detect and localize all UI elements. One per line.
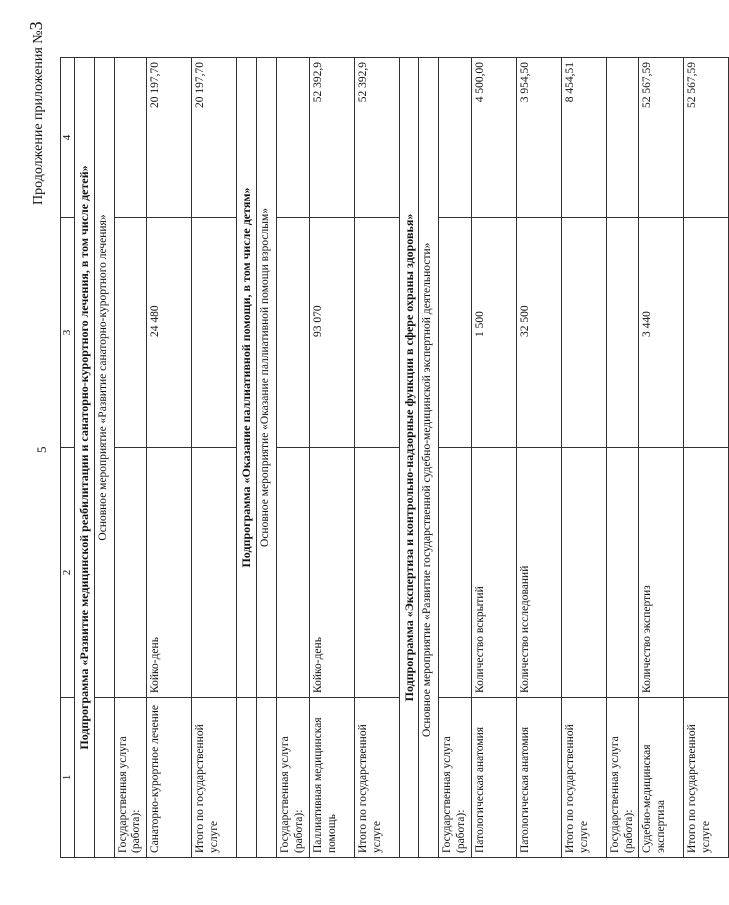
cost-cell: 20 197,70 (147, 58, 192, 218)
subprogram-row (399, 58, 418, 858)
service-label: Государственная услуга (работа): (114, 698, 147, 858)
total-label: Итого по государственной услуге (561, 698, 606, 858)
cost-cell: 52 567,59 (639, 58, 684, 218)
service-label: Государственная услуга (работа): (277, 698, 310, 858)
table-row (639, 58, 684, 858)
total-value: 52 567,59 (684, 58, 729, 218)
unit-cell: Койко-день (147, 448, 192, 698)
service-label-row (606, 58, 639, 858)
service-name: Патологическая анатомия (516, 698, 561, 858)
total-row (192, 58, 237, 858)
subprogram-title: Подпрограмма «Оказание паллиативной помощи, в том числе детям» (237, 58, 257, 698)
event-title: Основное мероприятие «Оказание паллиативной помощи взрослым» (257, 58, 277, 698)
table-row (309, 58, 354, 858)
table-row (471, 58, 516, 858)
service-label-row (439, 58, 472, 858)
volume-cell: 3 440 (639, 218, 684, 448)
subprogram-row (237, 58, 257, 858)
appendix-number: 3 (26, 21, 46, 31)
total-value: 20 197,70 (192, 58, 237, 218)
service-label-row (114, 58, 147, 858)
table-row (516, 58, 561, 858)
service-label-row (277, 58, 310, 858)
column-number: 3 (61, 218, 75, 448)
unit-cell: Койко-день (309, 448, 354, 698)
service-name: Патологическая анатомия (471, 698, 516, 858)
table-row (147, 58, 192, 858)
budget-table (60, 57, 729, 858)
event-row (257, 58, 277, 858)
event-row (94, 58, 114, 858)
unit-cell: Количество исследований (516, 448, 561, 698)
service-label: Государственная услуга (работа): (439, 698, 472, 858)
service-label: Государственная услуга (работа): (606, 698, 639, 858)
event-title: Основное мероприятие «Развитие санаторно-курортного лечения» (94, 58, 114, 698)
service-name: Паллиативная медицинская помощь (309, 698, 354, 858)
volume-cell: 93 070 (309, 218, 354, 448)
total-label: Итого по государственной услуге (684, 698, 729, 858)
cost-cell: 4 500,00 (471, 58, 516, 218)
column-number: 1 (61, 698, 75, 858)
event-title: Основное мероприятие «Развитие государственной судебно-медицинской экспертной деятельности» (419, 58, 439, 858)
total-label: Итого по государственной услуге (192, 698, 237, 858)
unit-cell: Количество вскрытий (471, 448, 516, 698)
subprogram-title: Подпрограмма «Развитие медицинской реабилитации и санаторно-курортного лечения, в том числе детей» (75, 58, 94, 858)
column-number: 4 (61, 58, 75, 218)
cost-cell: 3 954,50 (516, 58, 561, 218)
total-row (561, 58, 606, 858)
subprogram-title: Подпрограмма «Экспертиза и контрольно-надзорные функции в сфере охраны здоровья» (399, 58, 418, 858)
column-number-row (61, 58, 75, 858)
total-row (354, 58, 399, 858)
total-value: 52 392,9 (354, 58, 399, 218)
total-row (684, 58, 729, 858)
cost-cell: 52 392,9 (309, 58, 354, 218)
event-row (419, 58, 439, 858)
subprogram-row (75, 58, 94, 858)
service-name: Судебно-медицинская экспертиза (639, 698, 684, 858)
unit-cell: Количество экспертиз (639, 448, 684, 698)
service-name: Санаторно-курортное лечение (147, 698, 192, 858)
total-value: 8 454,51 (561, 58, 606, 218)
page-number: 5 (34, 446, 49, 453)
volume-cell: 32 500 (516, 218, 561, 448)
column-number: 2 (61, 448, 75, 698)
volume-cell: 24 480 (147, 218, 192, 448)
appendix-caption-text: Продолжение приложения № (31, 30, 46, 205)
appendix-caption (26, 21, 47, 205)
total-label: Итого по государственной услуге (354, 698, 399, 858)
volume-cell: 1 500 (471, 218, 516, 448)
